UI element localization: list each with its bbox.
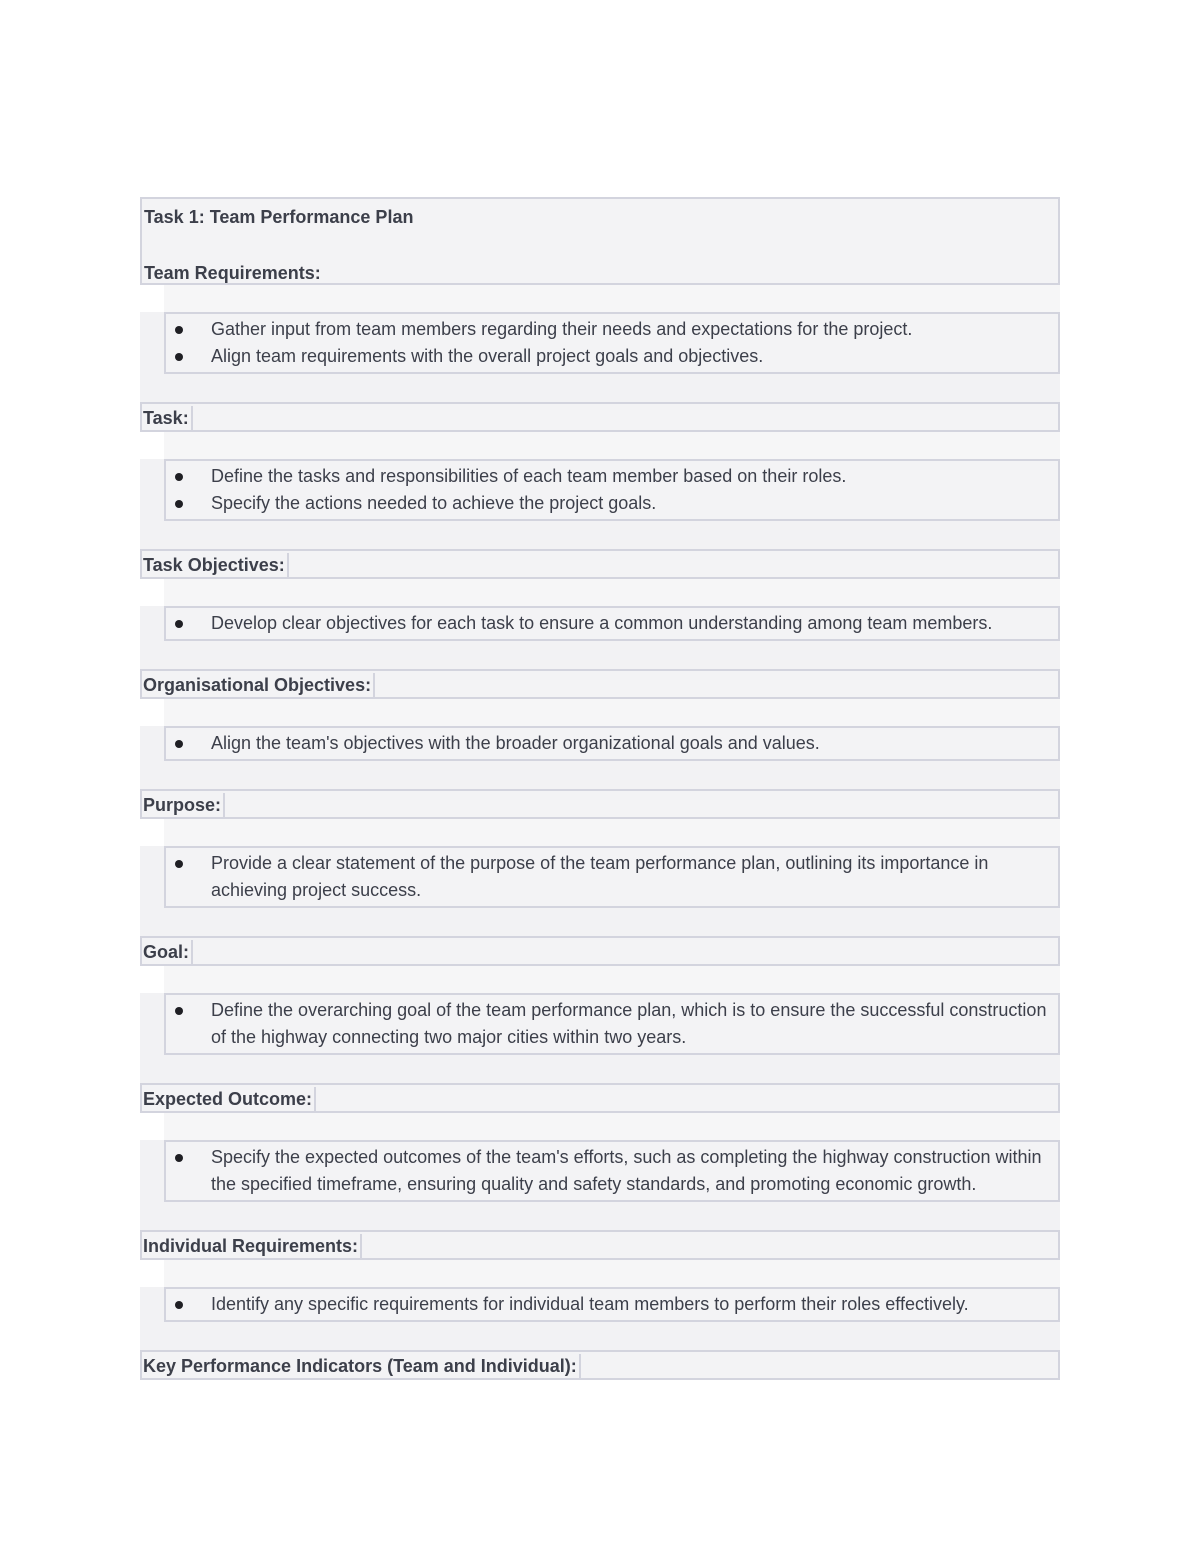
bullet-icon: [175, 500, 183, 508]
list-item: [166, 316, 1054, 343]
list-item: [166, 1144, 1054, 1198]
section-heading: Organisational Objectives:: [143, 673, 375, 697]
section-heading-block: [140, 1230, 1060, 1260]
list-item: [166, 343, 1054, 370]
list-item: [166, 1291, 1054, 1318]
bullet-list: [166, 997, 1054, 1051]
bullet-list: [166, 850, 1054, 904]
list-item-text: Align the team's objectives with the broader organizational goals and values.: [211, 733, 820, 753]
list-item-text: Develop clear objectives for each task to ensure a common understanding among team members.: [211, 613, 993, 633]
bullet-icon: [175, 1301, 183, 1309]
list-item-text: Specify the actions needed to achieve the project goals.: [211, 493, 657, 513]
bullet-list-block: [140, 993, 1060, 1055]
section-heading: Goal:: [143, 940, 193, 964]
section-heading-block: [140, 789, 1060, 819]
bullet-list: [166, 463, 1054, 517]
bullet-list-block: [140, 846, 1060, 908]
bullet-list-block: [140, 1287, 1060, 1322]
bullet-list: [166, 610, 1054, 637]
list-item: [166, 610, 1054, 637]
list-item-text: Define the tasks and responsibilities of each team member based on their roles.: [211, 466, 847, 486]
list-item-text: Align team requirements with the overall project goals and objectives.: [211, 346, 764, 366]
document: [140, 197, 1060, 1380]
bullet-icon: [175, 326, 183, 334]
bullet-list: [166, 316, 1054, 370]
bullet-icon: [175, 1154, 183, 1162]
section-heading: Team Requirements:: [144, 263, 321, 283]
bullet-icon: [175, 353, 183, 361]
list-item-text: Identify any specific requirements for individual team members to perform their roles effectively.: [211, 1294, 969, 1314]
list-item: [166, 850, 1054, 904]
section-heading-block: [140, 936, 1060, 966]
section-heading: Purpose:: [143, 793, 225, 817]
list-item-text: Define the overarching goal of the team performance plan, which is to ensure the successful construction of the highway connecting two major cities within two years.: [211, 1000, 1047, 1047]
list-item-text: Gather input from team members regarding their needs and expectations for the project.: [211, 319, 913, 339]
section-heading-block: [140, 1350, 1060, 1380]
section-heading-block: [140, 1083, 1060, 1113]
list-item: [166, 997, 1054, 1051]
section-heading: Individual Requirements:: [143, 1234, 362, 1258]
section-heading: Key Performance Indicators (Team and Individual):: [143, 1354, 581, 1378]
spacer: [164, 285, 1060, 312]
bullet-icon: [175, 1007, 183, 1015]
section-heading: Task:: [143, 406, 193, 430]
section-heading: Task Objectives:: [143, 553, 289, 577]
section-heading-block: [140, 402, 1060, 432]
list-item: [166, 463, 1054, 490]
bullet-list: [166, 1291, 1054, 1318]
bullet-list: [166, 730, 1054, 757]
list-item: [166, 730, 1054, 757]
section-heading-block: [140, 669, 1060, 699]
list-item-text: Provide a clear statement of the purpose of the team performance plan, outlining its importance in achieving project success.: [211, 853, 989, 900]
bullet-list-block: [140, 312, 1060, 374]
bullet-list-block: [140, 459, 1060, 521]
section-heading: Expected Outcome:: [143, 1087, 316, 1111]
list-item-text: Specify the expected outcomes of the team's efforts, such as completing the highway construction within the specified timeframe, ensuring quality and safety standards, and promoting economic growth.: [211, 1147, 1042, 1194]
bullet-list: [166, 1144, 1054, 1198]
bullet-icon: [175, 860, 183, 868]
document-title: Task 1: Team Performance Plan: [144, 207, 414, 227]
section-heading-block: [140, 549, 1060, 579]
bullet-list-block: [140, 726, 1060, 761]
bullet-list-block: [140, 606, 1060, 641]
bullet-list-block: [140, 1140, 1060, 1202]
bullet-icon: [175, 473, 183, 481]
bullet-icon: [175, 740, 183, 748]
title-block: [140, 197, 1060, 285]
bullet-icon: [175, 620, 183, 628]
list-item: [166, 490, 1054, 517]
